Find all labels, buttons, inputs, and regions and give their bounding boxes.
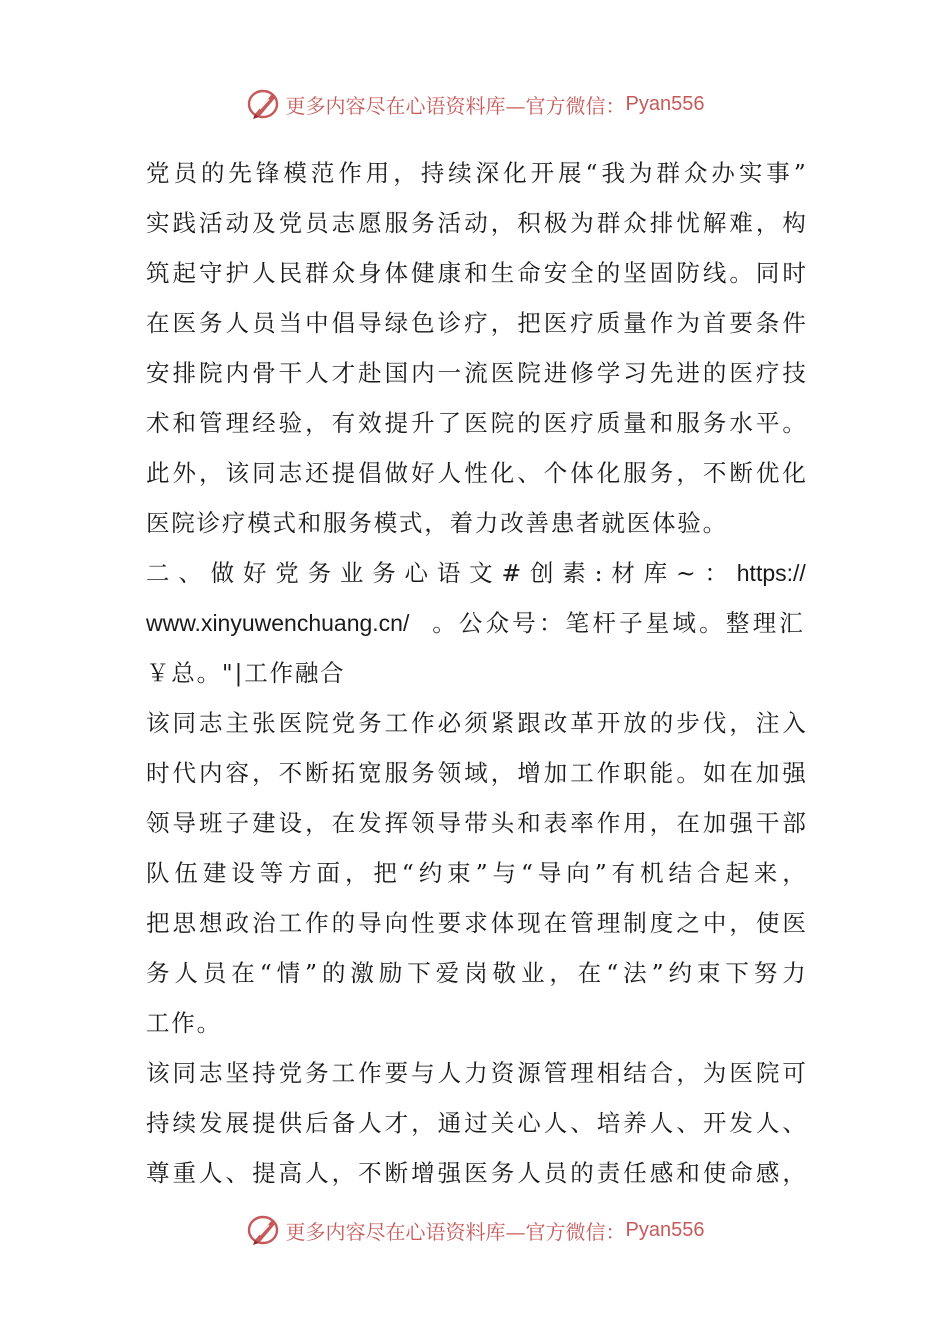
heading-char: 语 <box>436 559 461 587</box>
heading-char: 材 <box>611 559 635 587</box>
document-body <box>146 148 806 1198</box>
text-line: 领 导 班 子 建 设 ， 在 发 挥 领 导 带 头 和 表 率 作 用 ， 在 加 强 干 部 <box>146 809 806 837</box>
heading-text: 。公众号：笔杆子星域。整理汇 <box>432 609 806 637</box>
section-heading-line <box>146 548 806 598</box>
text-line: 筑 起 守 护 人 民 群 众 身 体 健 康 和 生 命 安 全 的 坚 固 防 线 。 同 时 <box>146 259 806 287</box>
header-banner <box>246 87 705 121</box>
heading-char: 、 <box>178 559 202 587</box>
text-line: 该 同 志 坚 持 党 务 工 作 要 与 人 力 资 源 管 理 相 结 合 ， 为 医 院 可 <box>146 1059 806 1087</box>
footer-banner <box>246 1213 705 1247</box>
header-wechat-id: Pyan556 <box>625 92 705 115</box>
text-line: 该 同 志 主 张 医 院 党 务 工 作 必 须 紧 跟 改 革 开 放 的 步 伐 ， 注 入 <box>146 709 806 737</box>
text-line: 时 代 内 容 ， 不 断 拓 宽 服 务 领 域 ， 增 加 工 作 职 能 。 如 在 加 强 <box>146 759 806 787</box>
text-line: 术 和 管 理 经 验 ， 有 效 提 升 了 医 院 的 医 疗 质 量 和 服 务 水 平 。 <box>146 409 806 437</box>
heading-char: # <box>501 559 522 587</box>
heading-char: 好 <box>242 559 267 587</box>
pen-logo-icon <box>246 1213 282 1247</box>
heading-char: 创 <box>529 559 554 587</box>
heading-char: 素 <box>562 559 586 587</box>
footer-wechat-id: Pyan556 <box>625 1218 705 1241</box>
heading-char: 文 <box>469 559 493 587</box>
text-line: 此 外 ， 该 同 志 还 提 倡 做 好 人 性 化 、 个 体 化 服 务 ， 不 断 优 化 <box>146 459 806 487</box>
text-line: 务 人 员 在 “ 情 ” 的 激 励 下 爱 岗 敬 业 ， 在 “ 法 ” 约 束 下 努 力 <box>146 959 806 987</box>
heading-char: 务 <box>307 559 332 587</box>
source-url: https:// <box>736 560 806 586</box>
heading-char: ： <box>704 559 728 587</box>
pen-logo-icon <box>246 87 282 121</box>
heading-char: ~ <box>675 559 696 587</box>
text-line: 实 践 活 动 及 党 员 志 愿 服 务 活 动 ， 积 极 为 群 众 排 忧 解 难 ， 构 <box>146 209 806 237</box>
heading-char: 业 <box>339 559 364 587</box>
heading-char: 二 <box>146 559 170 587</box>
text-line: 工作。 <box>146 1009 222 1037</box>
text-line: 党 员 的 先 锋 模 范 作 用 ， 持 续 深 化 开 展 “ 我 为 群 众 办 实 事 ” <box>146 159 806 187</box>
text-line: 把 思 想 政 治 工 作 的 导 向 性 要 求 体 现 在 管 理 制 度 之 中 ， 使 医 <box>146 909 806 937</box>
heading-char: 党 <box>275 559 299 587</box>
footer-banner-text: 更多内容尽在心语资料库—官方微信： <box>285 1219 626 1244</box>
heading-char: : <box>594 559 603 587</box>
section-heading-line <box>146 598 806 648</box>
text-line: 队 伍 建 设 等 方 面 ， 把 “ 约 束 ” 与 “ 导 向 ” 有 机 结 合 起 来 ， <box>146 859 806 887</box>
heading-char: 做 <box>210 559 235 587</box>
header-banner-text: 更多内容尽在心语资料库—官方微信： <box>285 93 626 118</box>
heading-char: 务 <box>372 559 396 587</box>
heading-char: 库 <box>643 559 668 587</box>
text-line: 持 续 发 展 提 供 后 备 人 才 ， 通 过 关 心 人 、 培 养 人 、 开 发 人 、 <box>146 1109 806 1137</box>
text-line: 医院诊疗模式和服务模式，着力改善患者就医体验。 <box>146 509 728 537</box>
text-line: 安 排 院 内 骨 干 人 才 赴 国 内 一 流 医 院 进 修 学 习 先 进 的 医 疗 技 <box>146 359 806 387</box>
page-header <box>0 84 950 124</box>
text-line: 尊 重 人 、 提 高 人 ， 不 断 增 强 医 务 人 员 的 责 任 感 和 使 命 感 ， <box>146 1159 806 1187</box>
page-footer <box>0 1210 950 1250</box>
source-url: www.xinyuwenchuang.cn/ <box>146 610 410 636</box>
section-heading-line: ￥总。"|工作融合 <box>146 659 346 687</box>
text-line: 在 医 务 人 员 当 中 倡 导 绿 色 诊 疗 ， 把 医 疗 质 量 作 为 首 要 条 件 <box>146 309 806 337</box>
heading-char: 心 <box>404 559 428 587</box>
